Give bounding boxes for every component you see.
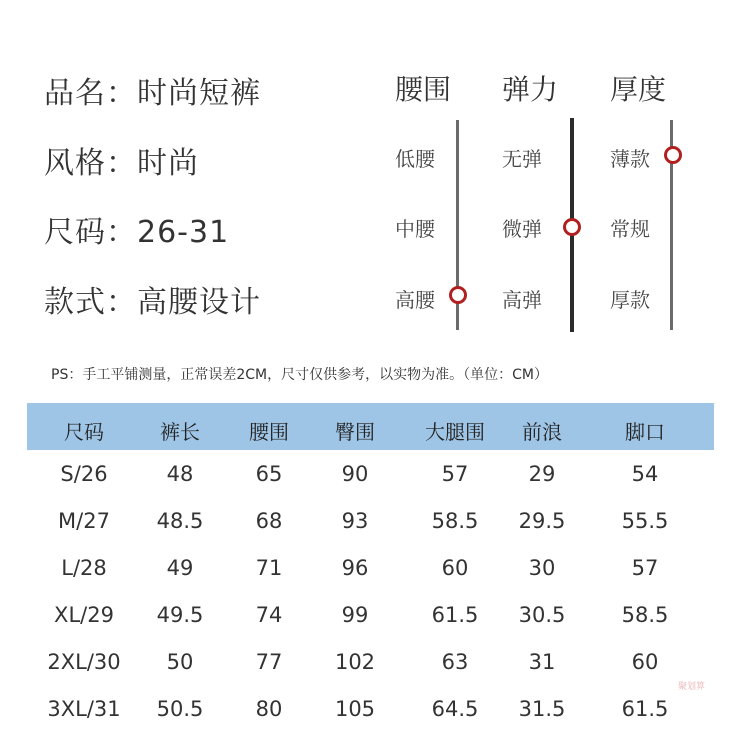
table-cell: 68	[255, 509, 283, 533]
table-cell: 2XL/30	[47, 650, 121, 674]
table-cell: 30	[528, 556, 556, 580]
info-design-label: 款式：	[44, 285, 137, 320]
table-cell: L/28	[61, 556, 107, 580]
column-header: 尺码	[64, 420, 104, 444]
table-cell: 60	[441, 556, 469, 580]
table-cell: 55.5	[621, 509, 669, 533]
table-cell: 65	[255, 462, 283, 486]
table-cell: 29	[528, 462, 556, 486]
table-cell: 49.5	[156, 603, 204, 627]
table-cell: XL/29	[54, 603, 114, 627]
table-row	[27, 685, 714, 732]
table-header	[27, 403, 714, 450]
scale-thickness-option-thin: 薄款	[610, 147, 650, 171]
table-cell: 48.5	[156, 509, 204, 533]
table-row	[27, 591, 714, 638]
table-cell: 93	[341, 509, 369, 533]
table-cell: 30.5	[518, 603, 566, 627]
table-cell: 77	[255, 650, 283, 674]
scale-waist-marker	[449, 286, 467, 304]
table-cell: 99	[341, 603, 369, 627]
table-cell: 60	[631, 650, 659, 674]
table-cell: 71	[255, 556, 283, 580]
scale-waist-option-low: 低腰	[395, 147, 435, 171]
table-cell: 96	[341, 556, 369, 580]
info-name	[44, 68, 261, 112]
table-cell: 3XL/31	[47, 697, 121, 721]
column-header: 臀围	[335, 420, 375, 444]
table-cell: 63	[441, 650, 469, 674]
table-cell: 31	[528, 650, 556, 674]
table-cell: 61.5	[431, 603, 479, 627]
table-cell: M/27	[58, 509, 110, 533]
table-row	[27, 544, 714, 591]
column-header: 裤长	[160, 420, 200, 444]
scale-elastic-title: 弹力	[502, 73, 559, 106]
measurement-note: PS：手工平铺测量，正常误差2CM，尺寸仅供参考，以实物为准。（单位：CM）	[51, 367, 548, 383]
scale-waist-option-mid: 中腰	[395, 217, 435, 241]
table-cell: 57	[631, 556, 659, 580]
table-cell: 31.5	[518, 697, 566, 721]
info-design-value: 高腰设计	[137, 285, 261, 320]
scale-thickness-option-regular: 常规	[610, 217, 650, 241]
table-cell: 48	[166, 462, 194, 486]
table-body	[27, 450, 714, 732]
table-cell: 102	[334, 650, 376, 674]
watermark: 聚划算	[678, 682, 706, 692]
scale-elastic-option-high: 高弹	[502, 288, 542, 312]
column-header: 腰围	[249, 420, 289, 444]
table-row	[27, 497, 714, 544]
scale-thickness-marker	[664, 146, 682, 164]
column-header: 脚口	[625, 420, 665, 444]
info-name-label: 品名：	[44, 76, 137, 111]
info-style-value: 时尚	[137, 146, 199, 181]
scale-elastic-marker	[563, 218, 581, 236]
table-cell: 50	[166, 650, 194, 674]
info-design	[44, 277, 261, 321]
table-cell: S/26	[60, 462, 108, 486]
info-name-value: 时尚短裤	[137, 76, 261, 111]
table-cell: 29.5	[518, 509, 566, 533]
table-cell: 90	[341, 462, 369, 486]
info-style	[44, 138, 199, 182]
table-cell: 74	[255, 603, 283, 627]
table-cell: 54	[631, 462, 659, 486]
info-style-label: 风格：	[44, 146, 137, 181]
info-size-value: 26-31	[137, 215, 230, 250]
table-row	[27, 450, 714, 497]
scale-thickness-title: 厚度	[610, 73, 667, 106]
table-cell: 105	[334, 697, 376, 721]
table-cell: 50.5	[156, 697, 204, 721]
table-cell: 57	[441, 462, 469, 486]
table-cell: 61.5	[621, 697, 669, 721]
table-cell: 58.5	[621, 603, 669, 627]
table-cell: 58.5	[431, 509, 479, 533]
scale-elastic-option-none: 无弹	[502, 147, 542, 171]
size-table	[27, 403, 714, 732]
column-header: 大腿围	[425, 420, 485, 444]
table-cell: 64.5	[431, 697, 479, 721]
info-size-label: 尺码：	[44, 215, 137, 250]
scale-waist-title: 腰围	[395, 73, 452, 106]
table-row	[27, 638, 714, 685]
table-cell: 80	[255, 697, 283, 721]
info-size	[44, 207, 229, 251]
column-header: 前浪	[522, 420, 562, 444]
table-cell: 49	[166, 556, 194, 580]
scale-thickness-option-thick: 厚款	[610, 288, 650, 312]
scale-elastic-option-slight: 微弹	[502, 217, 542, 241]
scale-waist-option-high: 高腰	[395, 288, 435, 312]
